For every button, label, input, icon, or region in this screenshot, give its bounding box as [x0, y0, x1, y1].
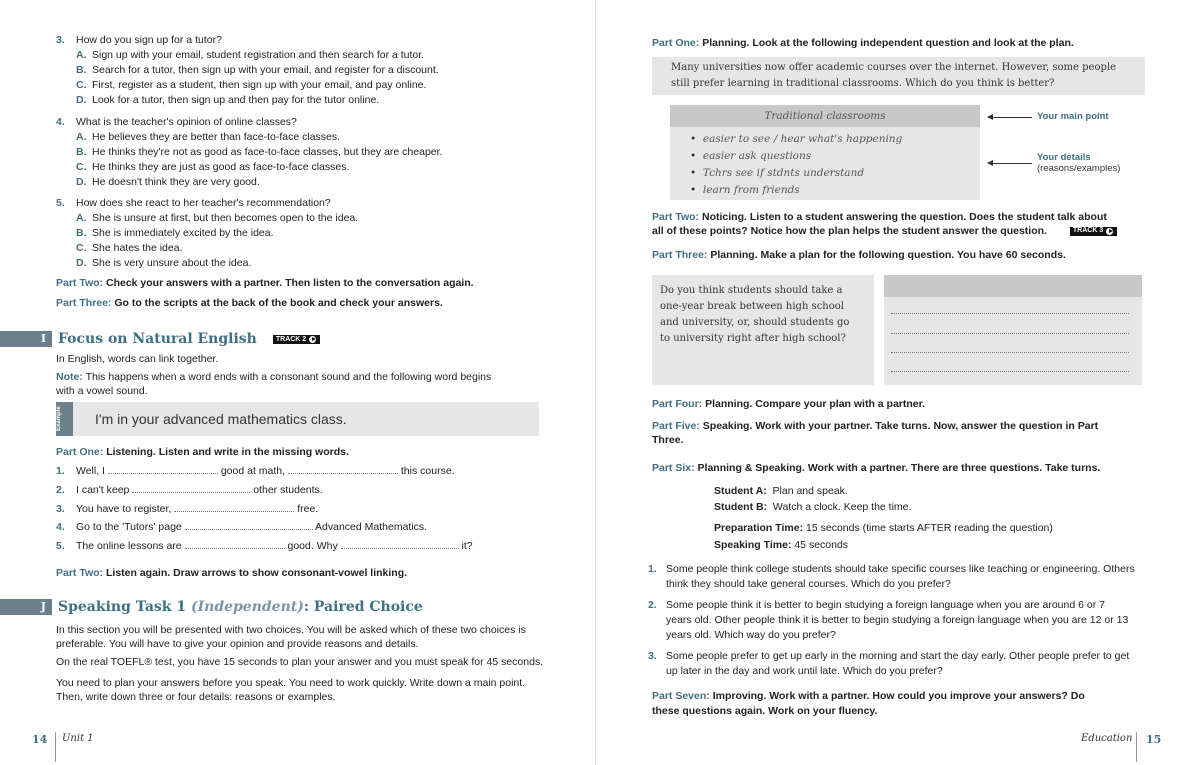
main-point-label: Your main point — [1037, 111, 1109, 122]
option: She is unsure at first, but then becomes open to the idea. — [92, 212, 359, 224]
left-page — [0, 0, 595, 765]
fill-item-5: 5. The online lessons are good. Why it? — [56, 540, 473, 552]
writing-line[interactable] — [891, 371, 1129, 372]
arrow-icon — [988, 163, 1032, 164]
question-3: 3. How do you sign up for a tutor? A. Sign up with your email, student registration and then search for a tutor. B. Search for a tutor, then sign up with your email, and register for a discount. C. First, register as a student, then sign up with your email, and pay online. D. Look for a tutor, then sign up and then pay for the tutor online. — [56, 34, 439, 106]
running-header: Unit 1 — [62, 733, 94, 744]
play-icon — [308, 335, 317, 344]
intro-text: In English, words can link together. — [56, 353, 219, 365]
part-five-speaking: Part Five: Speaking. Work with your partner. Take turns. Now, answer the question in Part Three. — [652, 420, 1099, 446]
page-number: 14 — [32, 733, 48, 746]
part-three-instruction: Part Three: Go to the scripts at the back of the book and check your answers. — [56, 297, 443, 309]
part-one-planning: Part One: Planning. Look at the following independent question and look at the plan. — [652, 37, 1074, 49]
fill-item-1: 1. Well, I good at math, this course. — [56, 465, 455, 477]
option: Sign up with your email, student registration and then search for a tutor. — [92, 49, 425, 61]
speaking-time: Speaking Time: 45 seconds — [714, 539, 849, 551]
task-question-2: 2. Some people think it is better to begin studying a foreign language when you are around 6 or 7 years old. Other people think it is better to begin studying a foreign language when you are 12 or 13 years old. Which way do you prefer? — [648, 599, 1129, 641]
divider — [55, 732, 56, 762]
preparation-time: Preparation Time: 15 seconds (time starts AFTER reading the question) — [714, 522, 1053, 534]
answer-blank[interactable] — [185, 520, 313, 530]
part-two-instruction: Part Two: Check your answers with a partner. Then listen to the conversation again. — [56, 277, 474, 289]
plan-item: • easier to see / hear what's happening — [690, 133, 903, 145]
arrow-icon — [988, 117, 1032, 118]
option: He thinks they are just as good as face-to-face classes. — [92, 161, 350, 173]
student-a-role: Student A: Plan and speak. — [714, 485, 848, 497]
section-j-para-2: On the real TOEFL® test, you have 15 seconds to plan your answer and you must speak for 45 seconds. — [56, 656, 544, 668]
task-question-3: 3. Some people prefer to get up early in the morning and start the day early. Other people prefer to get up later in the day and work until late. Which do you prefer? — [648, 650, 1130, 677]
option: He thinks they're not as good as face-to-face classes, but they are cheaper. — [92, 146, 443, 158]
right-page — [596, 0, 1191, 765]
answer-blank[interactable] — [108, 464, 218, 474]
part-three-planning: Part Three: Planning. Make a plan for the following question. You have 60 seconds. — [652, 249, 1066, 261]
answer-blank[interactable] — [185, 539, 285, 549]
fill-item-4: 4. Go to the 'Tutors' page Advanced Mathematics. — [56, 521, 428, 533]
track-3-button[interactable]: TRACK 3 — [1070, 227, 1117, 236]
answer-blank[interactable] — [341, 539, 459, 549]
example-sentence: I'm in your advanced mathematics class. — [95, 411, 347, 427]
planning-question-box: Do you think students should take a one-year break between high school and university, or, should students go to university right after high school? — [652, 275, 874, 385]
part-two-noticing: Part Two: Noticing. Listen to a student answering the question. Does the student talk about all of these points? Notice how the plan helps the student answer the question. TRACK 3 — [652, 210, 1172, 238]
details-label: Your details (reasons/examples) — [1037, 152, 1121, 174]
question-5: 5. How does she react to her teacher's recommendation? A. She is unsure at first, but then becomes open to the idea. B. She is immediately excited by the idea. C. She hates the idea. D. She is very unsure about the idea. — [56, 197, 359, 269]
fill-item-2: 2. I can't keep other students. — [56, 484, 323, 496]
answer-blank[interactable] — [132, 483, 250, 493]
option: First, register as a student, then sign up with your email, and pay online. — [92, 79, 427, 91]
option: He doesn't think they are very good. — [92, 176, 260, 188]
plan-item: • learn from friends — [690, 184, 800, 196]
question-box: Many universities now offer academic courses over the internet. However, some people still prefer learning in traditional classrooms. Which do you think is better? — [652, 57, 1145, 95]
part-two-linking-instruction: Part Two: Listen again. Draw arrows to show consonant-vowel linking. — [56, 567, 408, 579]
play-icon — [1105, 227, 1114, 236]
plan-title: Traditional classrooms — [670, 105, 980, 127]
running-header: Education — [1081, 733, 1133, 744]
answer-blank[interactable] — [174, 502, 294, 512]
example-box — [56, 402, 539, 436]
part-seven-improving: Part Seven: Improving. Work with a partner. How could you improve your answers? Do these questions again. Work on your fluency. — [652, 690, 1085, 717]
section-j-para-1: In this section you will be presented with two choices. You will be asked which of these two choices is preferable. You will have to give your opinion and provide reasons and details. — [56, 624, 526, 650]
task-question-1: 1. Some people think college students should take specific courses like teaching or engineering. Others think they should take general courses. Which do you prefer? — [648, 563, 1135, 590]
section-j-para-3: You need to plan your answers before you speak. You need to work quickly. Write down a main point. Then, write down three or four details: reasons or examples. — [56, 677, 526, 703]
example-tab: Example — [56, 402, 73, 436]
part-one-instruction: Part One: Listening. Listen and write in the missing words. — [56, 446, 349, 458]
option: She is very unsure about the idea. — [92, 257, 252, 269]
writing-line[interactable] — [891, 313, 1129, 314]
note-text: Note: This happens when a word ends with a consonant sound and the following word begins with a vowel sound. — [56, 371, 492, 397]
option: Look for a tutor, then sign up and then pay for the tutor online. — [92, 94, 380, 106]
part-six-planning-speaking: Part Six: Planning & Speaking. Work with a partner. There are three questions. Take turns. — [652, 462, 1101, 474]
fill-item-3: 3. You have to register, free. — [56, 503, 319, 515]
part-four-planning: Part Four: Planning. Compare your plan with a partner. — [652, 398, 926, 410]
plan-box — [670, 105, 980, 200]
plan-item: • easier ask questions — [690, 150, 812, 162]
planning-notes-box[interactable] — [884, 275, 1142, 385]
divider — [1136, 732, 1137, 762]
plan-item: • Tchrs see if stdnts understand — [690, 167, 865, 179]
section-j-heading: J Speaking Task 1 (Independent): Paired Choice — [0, 599, 423, 615]
option: She is immediately excited by the idea. — [92, 227, 274, 239]
student-b-role: Student B: Watch a clock. Keep the time. — [714, 501, 912, 513]
track-2-button[interactable]: TRACK 2 — [273, 335, 320, 344]
option: Search for a tutor, then sign up with your email, and register for a discount. — [92, 64, 439, 76]
writing-line[interactable] — [891, 333, 1129, 334]
writing-line[interactable] — [891, 352, 1129, 353]
section-i-heading: I Focus on Natural English TRACK 2 — [0, 331, 320, 347]
option: She hates the idea. — [92, 242, 183, 254]
answer-blank[interactable] — [288, 464, 398, 474]
page-number: 15 — [1146, 733, 1162, 746]
question-4: 4. What is the teacher's opinion of online classes? A. He believes they are better than face-to-face classes. B. He thinks they're not as good as face-to-face classes, but they are cheaper. C. He thinks they are just as good as face-to-face classes. D. He doesn't think they are very good. — [56, 116, 443, 188]
page-spine — [595, 0, 596, 765]
option: He believes they are better than face-to-face classes. — [92, 131, 341, 143]
